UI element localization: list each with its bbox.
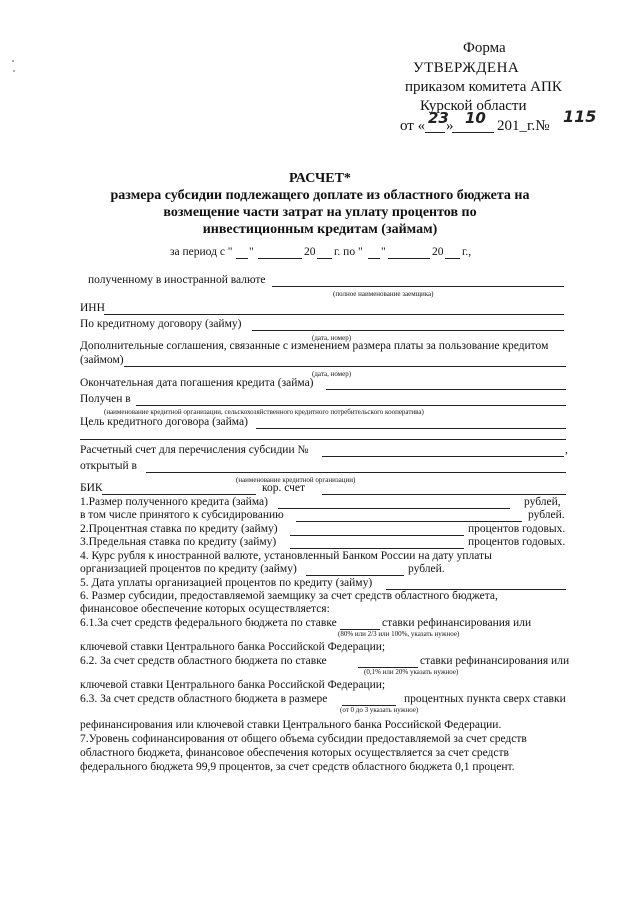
period-prefix: за период с " [170, 246, 233, 258]
item-2-label: 2.Процентная ставка по кредиту (займу) [80, 523, 278, 535]
item-2-unit: процентов годовых. [468, 523, 566, 535]
borrower-name-field[interactable] [272, 286, 564, 287]
date-prefix: от « [400, 118, 426, 134]
item-6-3-hint: (от 0 до 3 указать нужное) [340, 706, 419, 714]
item-1-unit: рублей, [524, 496, 561, 508]
credit-contract-label: По кредитному договору (займу) [80, 318, 242, 330]
bik-field[interactable] [102, 494, 256, 495]
period-year-1-field[interactable] [317, 258, 332, 259]
item-6-1-hint: (80% или 2/3 или 100%, указать нужное) [338, 630, 460, 638]
account-label: Расчетный счет для перечисления субсидии № [80, 444, 309, 456]
subsidized-amount-field[interactable] [296, 521, 522, 522]
credit-amount-field[interactable] [278, 508, 510, 509]
period-month-2-field[interactable] [388, 258, 430, 259]
corr-account-label: кор. счет [262, 482, 306, 494]
scan-speck [13, 70, 15, 72]
item-6-1-tail: ставки рефинансирования или [382, 617, 532, 629]
interest-rate-field[interactable] [290, 535, 464, 536]
exchange-rate-field[interactable] [306, 575, 404, 576]
item-1-label: 1.Размер полученного кредита (займа) [80, 496, 268, 508]
title-line-4: инвестиционным кредитам (займам) [202, 222, 438, 237]
item-5-label: 5. Дата уплаты организацией процентов по кредиту (займу) [80, 577, 373, 589]
opened-in-label: открытый в [80, 460, 137, 472]
account-comma: , [565, 444, 568, 456]
date-mid: » [446, 118, 454, 134]
item-6-3b-label: рефинансирования или ключевой ставки Центрального банка Российской Федерации. [80, 719, 502, 731]
title-line-3: возмещение части затрат на уплату процентов по [163, 205, 477, 220]
period-day-2-field[interactable] [368, 258, 380, 259]
item-1b-unit: рублей. [528, 509, 565, 521]
period-quote: " [249, 246, 254, 258]
period-year-2: 20 [432, 246, 444, 258]
region-label: Курской области [420, 98, 527, 114]
bank-name-field[interactable] [146, 472, 566, 473]
additional-agreements-field[interactable] [124, 366, 566, 367]
period-end: г., [462, 246, 472, 258]
purpose-field-2[interactable] [80, 439, 566, 440]
item-6-label-2: финансовое обеспечение которых осуществляется: [80, 603, 330, 615]
handwritten-month: 10 [465, 109, 486, 127]
item-6-3-label: 6.3. За счет средств областного бюджета в размере [80, 693, 328, 705]
item-6-1-label: 6.1.За счет средств федерального бюджета по ставке [80, 617, 337, 629]
final-repayment-label: Окончательная дата погашения кредита (займа) [80, 377, 314, 389]
period-year-2-field[interactable] [445, 258, 460, 259]
item-7-label-2: областного бюджета, финансовое обеспечения которых осуществляется за счет средств [80, 747, 509, 759]
doc-title: РАСЧЕТ* [289, 171, 351, 186]
received-in-label: Получен в [80, 393, 131, 405]
additional-agreements-label-2: (займом) [80, 354, 124, 366]
item-6-2-hint: (0,1% или 20% указать нужное) [364, 668, 459, 676]
scan-speck [12, 60, 14, 62]
item-6-2-tail: ставки рефинансирования или [420, 655, 570, 667]
period-day-1-field[interactable] [236, 258, 248, 259]
item-3-unit: процентов годовых. [468, 536, 566, 548]
purpose-field[interactable] [256, 428, 566, 429]
account-field[interactable] [322, 456, 564, 457]
handwritten-day: 23 [428, 109, 449, 127]
item-7-label-3: федерального бюджета 99,9 процентов, за счет средств областного бюджета 0,1 процент. [80, 761, 515, 773]
item-6-label: 6. Размер субсидии, предоставляемой заемщику за счет средств областного бюджета, [80, 590, 498, 602]
date-number-hint: (дата, номер) [312, 334, 352, 342]
title-line-2: размера субсидии подлежащего доплате из областного бюджета на [110, 188, 530, 203]
lender-hint: (наименование кредитной организации, сельскохозяйственного кредитного потребительского кооператива) [104, 408, 424, 416]
period-year-1: 20 [304, 246, 316, 258]
day-line [425, 132, 445, 133]
item-1b-label: в том числе принятого к субсидированию [80, 509, 284, 521]
period-g-po: г. по " [334, 246, 363, 258]
item-6-1b-label: ключевой ставки Центрального банка Российской Федерации; [80, 641, 386, 653]
final-repayment-field[interactable] [326, 389, 566, 390]
month-line [452, 132, 494, 133]
foreign-currency-label: полученному в иностранной валюте [88, 274, 266, 286]
date-number-hint-2: (дата, номер) [312, 370, 352, 378]
inn-field[interactable] [104, 314, 564, 315]
borrower-hint: (полное наименование заемщика) [333, 290, 434, 298]
item-4-label: 4. Курс рубля к иностранной валюте, установленный Банком России на дату уплаты [80, 550, 492, 562]
purpose-label: Цель кредитного договора (займа) [80, 416, 248, 428]
approved-label: УТВЕРЖДЕНА [413, 60, 520, 76]
item-3-label: 3.Предельная ставка по кредиту (займу) [80, 536, 277, 548]
item-7-label: 7.Уровень софинансирования от общего объема субсидии предоставляемой за счет средств [80, 733, 527, 745]
bik-label: БИК [80, 482, 103, 494]
corr-account-field[interactable] [322, 494, 566, 495]
additional-agreements-label: Дополнительные соглашения, связанные с изменением размера платы за пользование кредитом [80, 340, 549, 352]
lender-field[interactable] [136, 405, 566, 406]
inn-label: ИНН [80, 302, 105, 314]
form-label: Форма [463, 40, 506, 56]
bank-hint: (наименование кредитной организации) [236, 476, 356, 484]
handwritten-number: 115 [563, 107, 597, 126]
item-4-unit: рублей. [408, 563, 445, 575]
period-month-1-field[interactable] [258, 258, 302, 259]
order-label: приказом комитета АПК [405, 79, 562, 95]
item-6-2-label: 6.2. За счет средств областного бюджета по ставке [80, 655, 327, 667]
period-quote-2: " [381, 246, 386, 258]
item-6-2b-label: ключевой ставки Центрального банка Российской Федерации; [80, 679, 386, 691]
item-4-label-2: организацией процентов по кредиту (займу) [80, 563, 297, 575]
credit-contract-field[interactable] [252, 330, 564, 331]
year-number-label: 201_г.№ [497, 118, 550, 134]
max-rate-field[interactable] [290, 548, 464, 549]
item-6-3-tail: процентных пункта сверх ставки [404, 693, 566, 705]
